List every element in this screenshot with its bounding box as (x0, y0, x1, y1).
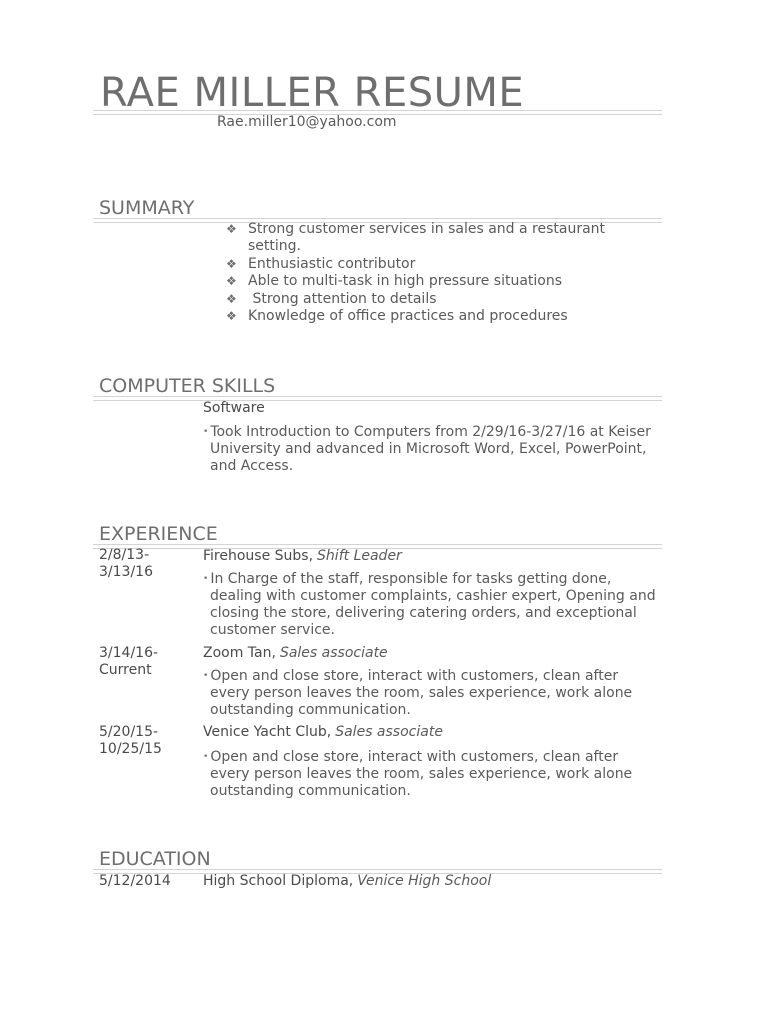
bullet-dot-icon: • (203, 671, 209, 681)
experience-detail: • In Charge of the staff, responsible for tasks getting done, dealing with customer complaints, cashier expert, Opening and closing the store, delivering catering orders, and exceptional customer service. (203, 571, 656, 638)
bullet-dot-icon: • (203, 574, 209, 584)
summary-item: ❖ Able to multi-task in high pressure situations (226, 273, 563, 290)
section-title-summary: SUMMARY (99, 197, 195, 219)
diamond-bullet-icon: ❖ (226, 222, 237, 236)
experience-date: 3/14/16- Current (99, 645, 159, 678)
experience-detail: • Open and close store, interact with customers, clean after every person leaves the room, sales experience, work alone outstanding communication. (203, 668, 633, 718)
skills-heading: Software (203, 400, 265, 416)
education-date: 5/12/2014 (99, 873, 171, 889)
section-title-computer-skills: COMPUTER SKILLS (99, 375, 276, 397)
summary-item: ❖ Knowledge of office practices and procedures (226, 308, 568, 325)
section-title-education: EDUCATION (99, 848, 211, 870)
summary-item: ❖ Strong customer services in sales and a restaurant setting. (226, 221, 606, 255)
experience-heading (203, 644, 388, 662)
resume-title: RAE MILLER RESUME (100, 70, 525, 116)
experience-heading (203, 547, 402, 565)
company-name: Zoom Tan, (203, 645, 276, 661)
diamond-bullet-icon: ❖ (226, 309, 237, 324)
education-heading (203, 872, 491, 890)
summary-item: ❖ Enthusiastic contributor (226, 255, 416, 272)
experience-detail: • Open and close store, interact with customers, clean after every person leaves the room, sales experience, work alone outstanding communication. (203, 749, 633, 799)
job-role: Sales associate (279, 645, 388, 661)
company-name: Venice Yacht Club, (203, 724, 332, 740)
section-title-experience: EXPERIENCE (99, 523, 218, 545)
experience-date: 2/8/13- 3/13/16 (99, 547, 153, 580)
skills-detail: • Took Introduction to Computers from 2/29/16-3/27/16 at Keiser University and advanced in Microsoft Word, Excel, PowerPoint, and Access. (203, 424, 651, 474)
experience-heading (203, 723, 443, 741)
diamond-bullet-icon: ❖ (226, 274, 237, 289)
job-role: Shift Leader (317, 548, 402, 564)
diamond-bullet-icon: ❖ (226, 256, 237, 271)
experience-date: 5/20/15- 10/25/15 (99, 724, 162, 757)
computer-skills-divider (93, 396, 662, 401)
bullet-dot-icon: • (203, 752, 209, 762)
job-role: Sales associate (335, 724, 443, 740)
company-name: Firehouse Subs, (203, 548, 314, 564)
diamond-bullet-icon: ❖ (226, 291, 237, 306)
school-name: Venice High School (357, 873, 492, 889)
summary-item: ❖ Strong attention to details (226, 290, 437, 307)
summary-list (224, 221, 624, 325)
bullet-dot-icon: • (203, 427, 209, 437)
degree-name: High School Diploma, (203, 873, 354, 889)
email-address[interactable]: Rae.miller10@yahoo.com (217, 114, 397, 130)
